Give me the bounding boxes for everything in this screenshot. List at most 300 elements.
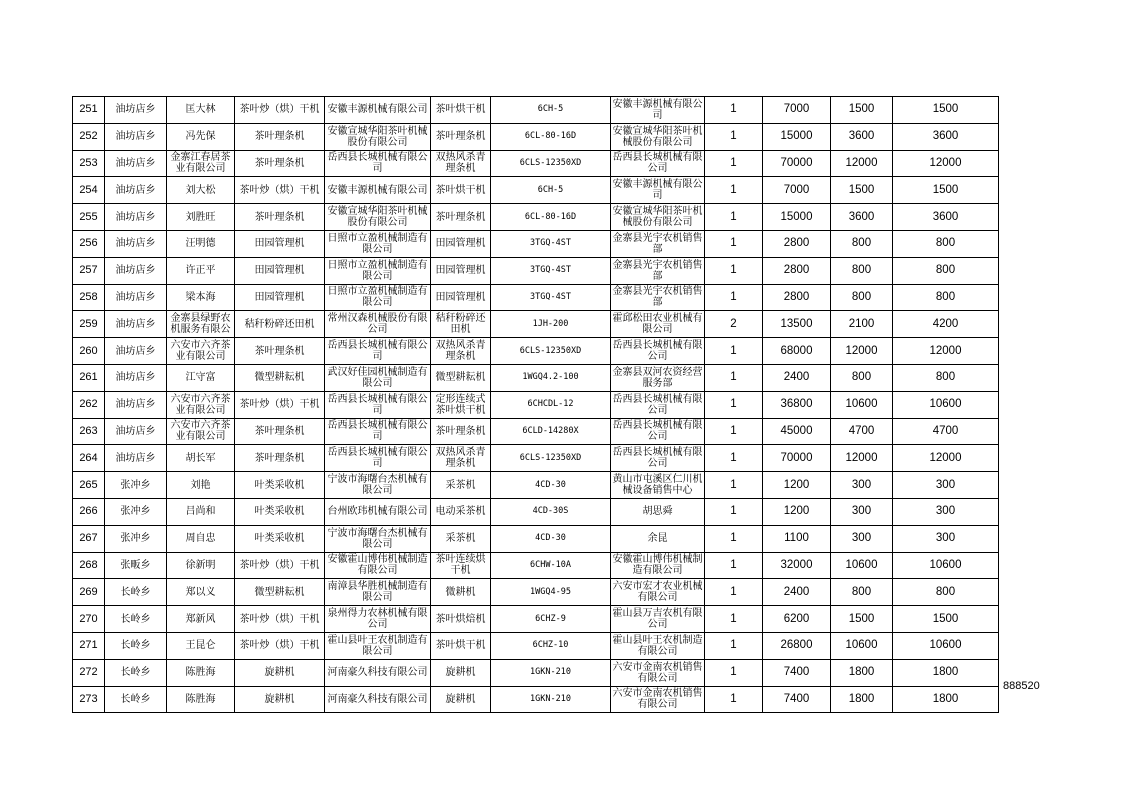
product-name-cell: 茶叶烘焙机 xyxy=(431,606,491,633)
quantity-cell: 1 xyxy=(705,579,763,606)
dealer-cell: 金寨县光宇农机销售部 xyxy=(611,257,705,284)
unit-subsidy-cell: 2100 xyxy=(831,311,893,338)
quantity-cell: 1 xyxy=(705,525,763,552)
dealer-cell: 安徽霍山博伟机械制造有限公司 xyxy=(611,552,705,579)
serial-cell: 265 xyxy=(73,472,105,499)
manufacturer-cell: 河南豪久科技有限公司 xyxy=(325,686,431,713)
table-row xyxy=(73,204,999,231)
price-cell: 13500 xyxy=(763,311,831,338)
buyer-cell: 汪明德 xyxy=(167,230,235,257)
buyer-cell: 冯先保 xyxy=(167,123,235,150)
unit-subsidy-cell: 3600 xyxy=(831,204,893,231)
dealer-cell: 安徽丰源机械有限公司 xyxy=(611,177,705,204)
quantity-cell: 1 xyxy=(705,552,763,579)
price-cell: 68000 xyxy=(763,338,831,365)
total-subsidy-cell: 800 xyxy=(893,284,999,311)
total-subsidy-cell: 12000 xyxy=(893,150,999,177)
township-cell: 油坊店乡 xyxy=(105,230,167,257)
price-cell: 1200 xyxy=(763,498,831,525)
machine-category-cell: 茶叶炒（烘）干机 xyxy=(235,552,325,579)
table-row xyxy=(73,579,999,606)
table-row xyxy=(73,659,999,686)
serial-cell: 259 xyxy=(73,311,105,338)
dealer-cell: 岳西县长城机械有限公司 xyxy=(611,418,705,445)
buyer-cell: 徐新明 xyxy=(167,552,235,579)
serial-cell: 258 xyxy=(73,284,105,311)
price-cell: 45000 xyxy=(763,418,831,445)
machine-category-cell: 茶叶理条机 xyxy=(235,445,325,472)
dealer-cell: 安徽丰源机械有限公司 xyxy=(611,97,705,124)
machine-category-cell: 茶叶炒（烘）干机 xyxy=(235,606,325,633)
buyer-cell: 金寨江春居茶业有限公司 xyxy=(167,150,235,177)
quantity-cell: 1 xyxy=(705,418,763,445)
machine-category-cell: 叶类采收机 xyxy=(235,525,325,552)
buyer-cell: 吕尚和 xyxy=(167,498,235,525)
price-cell: 1100 xyxy=(763,525,831,552)
quantity-cell: 1 xyxy=(705,150,763,177)
quantity-cell: 1 xyxy=(705,659,763,686)
quantity-cell: 1 xyxy=(705,391,763,418)
manufacturer-cell: 岳西县长城机械有限公司 xyxy=(325,418,431,445)
buyer-cell: 刘大松 xyxy=(167,177,235,204)
quantity-cell: 2 xyxy=(705,311,763,338)
serial-cell: 257 xyxy=(73,257,105,284)
buyer-cell: 周自忠 xyxy=(167,525,235,552)
table-row xyxy=(73,257,999,284)
manufacturer-cell: 宁波市海曙台杰机械有限公司 xyxy=(325,472,431,499)
unit-subsidy-cell: 300 xyxy=(831,525,893,552)
manufacturer-cell: 安徽霍山博伟机械制造有限公司 xyxy=(325,552,431,579)
machine-category-cell: 茶叶理条机 xyxy=(235,150,325,177)
product-name-cell: 双热风杀青理条机 xyxy=(431,445,491,472)
machine-category-cell: 茶叶理条机 xyxy=(235,123,325,150)
total-subsidy-cell: 1500 xyxy=(893,97,999,124)
table-row xyxy=(73,230,999,257)
serial-cell: 267 xyxy=(73,525,105,552)
product-name-cell: 田园管理机 xyxy=(431,230,491,257)
dealer-cell: 余昆 xyxy=(611,525,705,552)
table-row xyxy=(73,498,999,525)
model-cell: 3TGQ-4ST xyxy=(491,230,611,257)
serial-cell: 262 xyxy=(73,391,105,418)
manufacturer-cell: 南漳县华胜机械制造有限公司 xyxy=(325,579,431,606)
dealer-cell: 金寨县双河农资经营服务部 xyxy=(611,364,705,391)
manufacturer-cell: 安徽丰源机械有限公司 xyxy=(325,97,431,124)
price-cell: 2400 xyxy=(763,579,831,606)
product-name-cell: 茶叶理条机 xyxy=(431,418,491,445)
machine-category-cell: 田园管理机 xyxy=(235,230,325,257)
quantity-cell: 1 xyxy=(705,123,763,150)
dealer-cell: 六安市宏才农业机械有限公司 xyxy=(611,579,705,606)
manufacturer-cell: 泉州得力农林机械有限公司 xyxy=(325,606,431,633)
quantity-cell: 1 xyxy=(705,498,763,525)
dealer-cell: 岳西县长城机械有限公司 xyxy=(611,391,705,418)
model-cell: 1JH-200 xyxy=(491,311,611,338)
model-cell: 6CL-80-16D xyxy=(491,123,611,150)
dealer-cell: 六安市金南农机销售有限公司 xyxy=(611,686,705,713)
product-name-cell: 茶叶烘干机 xyxy=(431,177,491,204)
serial-cell: 269 xyxy=(73,579,105,606)
serial-cell: 266 xyxy=(73,498,105,525)
unit-subsidy-cell: 10600 xyxy=(831,552,893,579)
buyer-cell: 刘胜旺 xyxy=(167,204,235,231)
township-cell: 张冲乡 xyxy=(105,472,167,499)
township-cell: 长岭乡 xyxy=(105,606,167,633)
table-row xyxy=(73,686,999,713)
machine-category-cell: 叶类采收机 xyxy=(235,498,325,525)
price-cell: 6200 xyxy=(763,606,831,633)
product-name-cell: 双热风杀青理条机 xyxy=(431,150,491,177)
quantity-cell: 1 xyxy=(705,204,763,231)
machine-category-cell: 田园管理机 xyxy=(235,257,325,284)
machine-category-cell: 秸秆粉碎还田机 xyxy=(235,311,325,338)
quantity-cell: 1 xyxy=(705,364,763,391)
total-subsidy-cell: 1500 xyxy=(893,606,999,633)
township-cell: 油坊店乡 xyxy=(105,364,167,391)
model-cell: 6CL-80-16D xyxy=(491,204,611,231)
manufacturer-cell: 安徽宣城华阳茶叶机械股份有限公司 xyxy=(325,204,431,231)
machine-category-cell: 茶叶理条机 xyxy=(235,338,325,365)
township-cell: 油坊店乡 xyxy=(105,418,167,445)
total-subsidy-cell: 4700 xyxy=(893,418,999,445)
dealer-cell: 岳西县长城机械有限公司 xyxy=(611,445,705,472)
machine-category-cell: 微型耕耘机 xyxy=(235,364,325,391)
quantity-cell: 1 xyxy=(705,97,763,124)
township-cell: 张冲乡 xyxy=(105,498,167,525)
product-name-cell: 茶叶理条机 xyxy=(431,123,491,150)
total-subsidy-cell: 800 xyxy=(893,257,999,284)
model-cell: 6CLS-12350XD xyxy=(491,150,611,177)
dealer-cell: 胡思舜 xyxy=(611,498,705,525)
dealer-cell: 霍邱松田农业机械有限公司 xyxy=(611,311,705,338)
unit-subsidy-cell: 1500 xyxy=(831,606,893,633)
total-subsidy-cell: 1500 xyxy=(893,177,999,204)
model-cell: 3TGQ-4ST xyxy=(491,284,611,311)
serial-cell: 273 xyxy=(73,686,105,713)
table-row xyxy=(73,525,999,552)
product-name-cell: 采茶机 xyxy=(431,525,491,552)
manufacturer-cell: 日照市立盈机械制造有限公司 xyxy=(325,284,431,311)
buyer-cell: 江守富 xyxy=(167,364,235,391)
total-subsidy-cell: 800 xyxy=(893,230,999,257)
table-row xyxy=(73,311,999,338)
table-row xyxy=(73,552,999,579)
total-subsidy-cell: 1800 xyxy=(893,686,999,713)
township-cell: 油坊店乡 xyxy=(105,97,167,124)
dealer-cell: 安徽宣城华阳茶叶机械股份有限公司 xyxy=(611,123,705,150)
total-subsidy-cell: 10600 xyxy=(893,552,999,579)
dealer-cell: 金寨县光宇农机销售部 xyxy=(611,284,705,311)
table-row xyxy=(73,418,999,445)
price-cell: 15000 xyxy=(763,204,831,231)
model-cell: 6CHZ-10 xyxy=(491,632,611,659)
price-cell: 1200 xyxy=(763,472,831,499)
manufacturer-cell: 安徽宣城华阳茶叶机械股份有限公司 xyxy=(325,123,431,150)
unit-subsidy-cell: 1800 xyxy=(831,686,893,713)
product-name-cell: 微型耕耘机 xyxy=(431,364,491,391)
unit-subsidy-cell: 10600 xyxy=(831,632,893,659)
quantity-cell: 1 xyxy=(705,230,763,257)
buyer-cell: 郑以义 xyxy=(167,579,235,606)
serial-cell: 270 xyxy=(73,606,105,633)
buyer-cell: 六安市六齐茶业有限公司 xyxy=(167,418,235,445)
manufacturer-cell: 岳西县长城机械有限公司 xyxy=(325,338,431,365)
township-cell: 油坊店乡 xyxy=(105,284,167,311)
township-cell: 长岭乡 xyxy=(105,632,167,659)
table-row xyxy=(73,606,999,633)
manufacturer-cell: 安徽丰源机械有限公司 xyxy=(325,177,431,204)
township-cell: 油坊店乡 xyxy=(105,338,167,365)
table-row xyxy=(73,150,999,177)
quantity-cell: 1 xyxy=(705,257,763,284)
price-cell: 15000 xyxy=(763,123,831,150)
unit-subsidy-cell: 12000 xyxy=(831,338,893,365)
township-cell: 长岭乡 xyxy=(105,579,167,606)
machine-category-cell: 叶类采收机 xyxy=(235,472,325,499)
serial-cell: 264 xyxy=(73,445,105,472)
dealer-cell: 岳西县长城机械有限公司 xyxy=(611,150,705,177)
total-subsidy-cell: 10600 xyxy=(893,391,999,418)
township-cell: 长岭乡 xyxy=(105,686,167,713)
manufacturer-cell: 宁波市海曙台杰机械有限公司 xyxy=(325,525,431,552)
dealer-cell: 霍山县万吉农机有限公司 xyxy=(611,606,705,633)
unit-subsidy-cell: 1800 xyxy=(831,659,893,686)
buyer-cell: 胡长军 xyxy=(167,445,235,472)
product-name-cell: 茶叶烘干机 xyxy=(431,632,491,659)
township-cell: 张冲乡 xyxy=(105,525,167,552)
grand-total: 888520 xyxy=(1003,680,1040,692)
product-name-cell: 采茶机 xyxy=(431,472,491,499)
township-cell: 油坊店乡 xyxy=(105,257,167,284)
price-cell: 7000 xyxy=(763,177,831,204)
machine-category-cell: 茶叶炒（烘）干机 xyxy=(235,97,325,124)
unit-subsidy-cell: 300 xyxy=(831,498,893,525)
buyer-cell: 刘艳 xyxy=(167,472,235,499)
buyer-cell: 六安市六齐茶业有限公司 xyxy=(167,391,235,418)
price-cell: 70000 xyxy=(763,150,831,177)
product-name-cell: 茶叶理条机 xyxy=(431,204,491,231)
serial-cell: 253 xyxy=(73,150,105,177)
serial-cell: 254 xyxy=(73,177,105,204)
model-cell: 1WGQ4.2-100 xyxy=(491,364,611,391)
price-cell: 7000 xyxy=(763,97,831,124)
table-row xyxy=(73,391,999,418)
total-subsidy-cell: 300 xyxy=(893,525,999,552)
manufacturer-cell: 武汉好佳园机械制造有限公司 xyxy=(325,364,431,391)
serial-cell: 272 xyxy=(73,659,105,686)
price-cell: 2800 xyxy=(763,257,831,284)
buyer-cell: 六安市六齐茶业有限公司 xyxy=(167,338,235,365)
manufacturer-cell: 日照市立盈机械制造有限公司 xyxy=(325,230,431,257)
table-row xyxy=(73,364,999,391)
manufacturer-cell: 河南豪久科技有限公司 xyxy=(325,659,431,686)
table-row xyxy=(73,97,999,124)
total-subsidy-cell: 4200 xyxy=(893,311,999,338)
table-row xyxy=(73,632,999,659)
product-name-cell: 电动采茶机 xyxy=(431,498,491,525)
quantity-cell: 1 xyxy=(705,177,763,204)
price-cell: 26800 xyxy=(763,632,831,659)
township-cell: 油坊店乡 xyxy=(105,150,167,177)
manufacturer-cell: 岳西县长城机械有限公司 xyxy=(325,445,431,472)
total-subsidy-cell: 3600 xyxy=(893,204,999,231)
serial-cell: 256 xyxy=(73,230,105,257)
township-cell: 油坊店乡 xyxy=(105,445,167,472)
total-subsidy-cell: 3600 xyxy=(893,123,999,150)
machine-category-cell: 茶叶炒（烘）干机 xyxy=(235,632,325,659)
quantity-cell: 1 xyxy=(705,445,763,472)
unit-subsidy-cell: 4700 xyxy=(831,418,893,445)
buyer-cell: 匡大林 xyxy=(167,97,235,124)
table-row xyxy=(73,445,999,472)
manufacturer-cell: 岳西县长城机械有限公司 xyxy=(325,150,431,177)
unit-subsidy-cell: 800 xyxy=(831,257,893,284)
product-name-cell: 茶叶烘干机 xyxy=(431,97,491,124)
total-subsidy-cell: 1800 xyxy=(893,659,999,686)
model-cell: 6CLS-12350XD xyxy=(491,338,611,365)
machine-category-cell: 茶叶炒（烘）干机 xyxy=(235,391,325,418)
buyer-cell: 郑新风 xyxy=(167,606,235,633)
quantity-cell: 1 xyxy=(705,284,763,311)
buyer-cell: 王昆仑 xyxy=(167,632,235,659)
township-cell: 油坊店乡 xyxy=(105,123,167,150)
product-name-cell: 秸秆粉碎还田机 xyxy=(431,311,491,338)
buyer-cell: 金寨县绿野农机服务有限公 xyxy=(167,311,235,338)
township-cell: 张畈乡 xyxy=(105,552,167,579)
model-cell: 6CH-5 xyxy=(491,177,611,204)
quantity-cell: 1 xyxy=(705,686,763,713)
manufacturer-cell: 霍山县叶王农机制造有限公司 xyxy=(325,632,431,659)
product-name-cell: 微耕机 xyxy=(431,579,491,606)
manufacturer-cell: 常州汉森机械股份有限公司 xyxy=(325,311,431,338)
product-name-cell: 田园管理机 xyxy=(431,257,491,284)
model-cell: 6CHW-10A xyxy=(491,552,611,579)
serial-cell: 251 xyxy=(73,97,105,124)
dealer-cell: 六安市金南农机销售有限公司 xyxy=(611,659,705,686)
price-cell: 70000 xyxy=(763,445,831,472)
unit-subsidy-cell: 800 xyxy=(831,364,893,391)
dealer-cell: 霍山县叶王农机制造有限公司 xyxy=(611,632,705,659)
dealer-cell: 金寨县光宇农机销售部 xyxy=(611,230,705,257)
unit-subsidy-cell: 800 xyxy=(831,230,893,257)
product-name-cell: 旋耕机 xyxy=(431,686,491,713)
product-name-cell: 茶叶连续烘干机 xyxy=(431,552,491,579)
unit-subsidy-cell: 10600 xyxy=(831,391,893,418)
machine-category-cell: 田园管理机 xyxy=(235,284,325,311)
model-cell: 3TGQ-4ST xyxy=(491,257,611,284)
unit-subsidy-cell: 12000 xyxy=(831,445,893,472)
quantity-cell: 1 xyxy=(705,632,763,659)
product-name-cell: 田园管理机 xyxy=(431,284,491,311)
price-cell: 2800 xyxy=(763,230,831,257)
quantity-cell: 1 xyxy=(705,606,763,633)
model-cell: 4CD-30S xyxy=(491,498,611,525)
price-cell: 2800 xyxy=(763,284,831,311)
machine-category-cell: 微型耕耘机 xyxy=(235,579,325,606)
subsidy-table xyxy=(72,96,999,713)
machine-category-cell: 旋耕机 xyxy=(235,686,325,713)
machine-category-cell: 旋耕机 xyxy=(235,659,325,686)
unit-subsidy-cell: 1500 xyxy=(831,177,893,204)
price-cell: 7400 xyxy=(763,659,831,686)
table-row xyxy=(73,338,999,365)
model-cell: 6CH-5 xyxy=(491,97,611,124)
product-name-cell: 双热风杀青理条机 xyxy=(431,338,491,365)
buyer-cell: 许正平 xyxy=(167,257,235,284)
model-cell: 4CD-30 xyxy=(491,525,611,552)
dealer-cell: 岳西县长城机械有限公司 xyxy=(611,338,705,365)
manufacturer-cell: 日照市立盈机械制造有限公司 xyxy=(325,257,431,284)
table-row xyxy=(73,472,999,499)
total-subsidy-cell: 10600 xyxy=(893,632,999,659)
price-cell: 2400 xyxy=(763,364,831,391)
unit-subsidy-cell: 12000 xyxy=(831,150,893,177)
township-cell: 油坊店乡 xyxy=(105,204,167,231)
buyer-cell: 陈胜海 xyxy=(167,659,235,686)
model-cell: 1WGQ4-95 xyxy=(491,579,611,606)
buyer-cell: 陈胜海 xyxy=(167,686,235,713)
manufacturer-cell: 岳西县长城机械有限公司 xyxy=(325,391,431,418)
table-row xyxy=(73,123,999,150)
machine-category-cell: 茶叶理条机 xyxy=(235,204,325,231)
model-cell: 1GKN-210 xyxy=(491,659,611,686)
unit-subsidy-cell: 800 xyxy=(831,579,893,606)
dealer-cell: 黄山市屯溪区仁川机械设备销售中心 xyxy=(611,472,705,499)
price-cell: 32000 xyxy=(763,552,831,579)
quantity-cell: 1 xyxy=(705,472,763,499)
price-cell: 36800 xyxy=(763,391,831,418)
table-row xyxy=(73,284,999,311)
serial-cell: 252 xyxy=(73,123,105,150)
unit-subsidy-cell: 3600 xyxy=(831,123,893,150)
product-name-cell: 旋耕机 xyxy=(431,659,491,686)
total-subsidy-cell: 800 xyxy=(893,579,999,606)
model-cell: 6CLS-12350XD xyxy=(491,445,611,472)
total-subsidy-cell: 800 xyxy=(893,364,999,391)
model-cell: 6CHCDL-12 xyxy=(491,391,611,418)
total-subsidy-cell: 300 xyxy=(893,472,999,499)
serial-cell: 255 xyxy=(73,204,105,231)
unit-subsidy-cell: 300 xyxy=(831,472,893,499)
dealer-cell: 安徽宣城华阳茶叶机械股份有限公司 xyxy=(611,204,705,231)
machine-category-cell: 茶叶炒（烘）干机 xyxy=(235,177,325,204)
machine-category-cell: 茶叶理条机 xyxy=(235,418,325,445)
serial-cell: 260 xyxy=(73,338,105,365)
serial-cell: 261 xyxy=(73,364,105,391)
township-cell: 油坊店乡 xyxy=(105,177,167,204)
township-cell: 油坊店乡 xyxy=(105,311,167,338)
serial-cell: 268 xyxy=(73,552,105,579)
total-subsidy-cell: 300 xyxy=(893,498,999,525)
township-cell: 长岭乡 xyxy=(105,659,167,686)
total-subsidy-cell: 12000 xyxy=(893,445,999,472)
buyer-cell: 梁本海 xyxy=(167,284,235,311)
product-name-cell: 定形连续式茶叶烘干机 xyxy=(431,391,491,418)
model-cell: 6CHZ-9 xyxy=(491,606,611,633)
township-cell: 油坊店乡 xyxy=(105,391,167,418)
unit-subsidy-cell: 1500 xyxy=(831,97,893,124)
serial-cell: 263 xyxy=(73,418,105,445)
price-cell: 7400 xyxy=(763,686,831,713)
manufacturer-cell: 台州欧玮机械有限公司 xyxy=(325,498,431,525)
quantity-cell: 1 xyxy=(705,338,763,365)
total-subsidy-cell: 12000 xyxy=(893,338,999,365)
serial-cell: 271 xyxy=(73,632,105,659)
unit-subsidy-cell: 800 xyxy=(831,284,893,311)
model-cell: 6CLD-14280X xyxy=(491,418,611,445)
model-cell: 1GKN-210 xyxy=(491,686,611,713)
model-cell: 4CD-30 xyxy=(491,472,611,499)
